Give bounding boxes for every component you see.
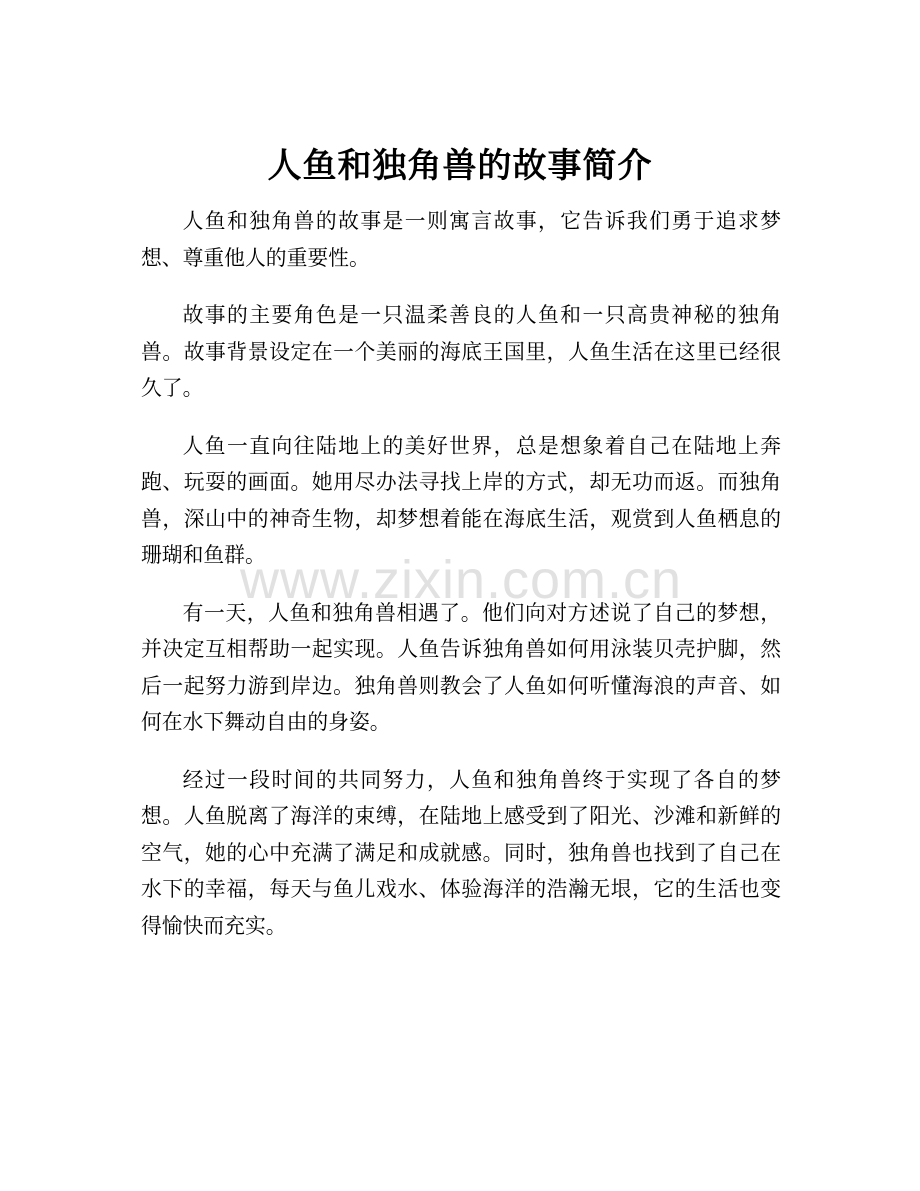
paragraph-5: 经过一段时间的共同努力，人鱼和独角兽终于实现了各自的梦想。人鱼脱离了海洋的束缚，在陆地上感受到了阳光、沙滩和新鲜的空气，她的心中充满了满足和成就感。同时，独角兽也找到了自己在水下的幸福，每天与鱼儿戏水、体验海洋的浩瀚无垠，它的生活也变得愉快而充实。 — [141, 767, 781, 938]
document-body — [141, 203, 781, 965]
paragraph-2: 故事的主要角色是一只温柔善良的人鱼和一只高贵神秘的独角兽。故事背景设定在一个美丽的海底王国里，人鱼生活在这里已经很久了。 — [141, 303, 781, 400]
document-title: 人鱼和独角兽的故事简介 — [267, 146, 653, 186]
paragraph-4: 有一天，人鱼和独角兽相遇了。他们向对方述说了自己的梦想，并决定互相帮助一起实现。人鱼告诉独角兽如何用泳装贝壳护脚，然后一起努力游到岸边。独角兽则教会了人鱼如何听懂海浪的声音、如何在水下舞动自由的身姿。 — [141, 600, 781, 734]
watermark: www.zixin.com.cn — [239, 550, 683, 610]
paragraph-1: 人鱼和独角兽的故事是一则寓言故事，它告诉我们勇于追求梦想、尊重他人的重要性。 — [141, 209, 781, 270]
paragraph-3: 人鱼一直向往陆地上的美好世界，总是想象着自己在陆地上奔跑、玩耍的画面。她用尽办法寻找上岸的方式，却无功而返。而独角兽，深山中的神奇生物，却梦想着能在海底生活，观赏到人鱼栖息的珊瑚和鱼群。 — [141, 433, 781, 567]
